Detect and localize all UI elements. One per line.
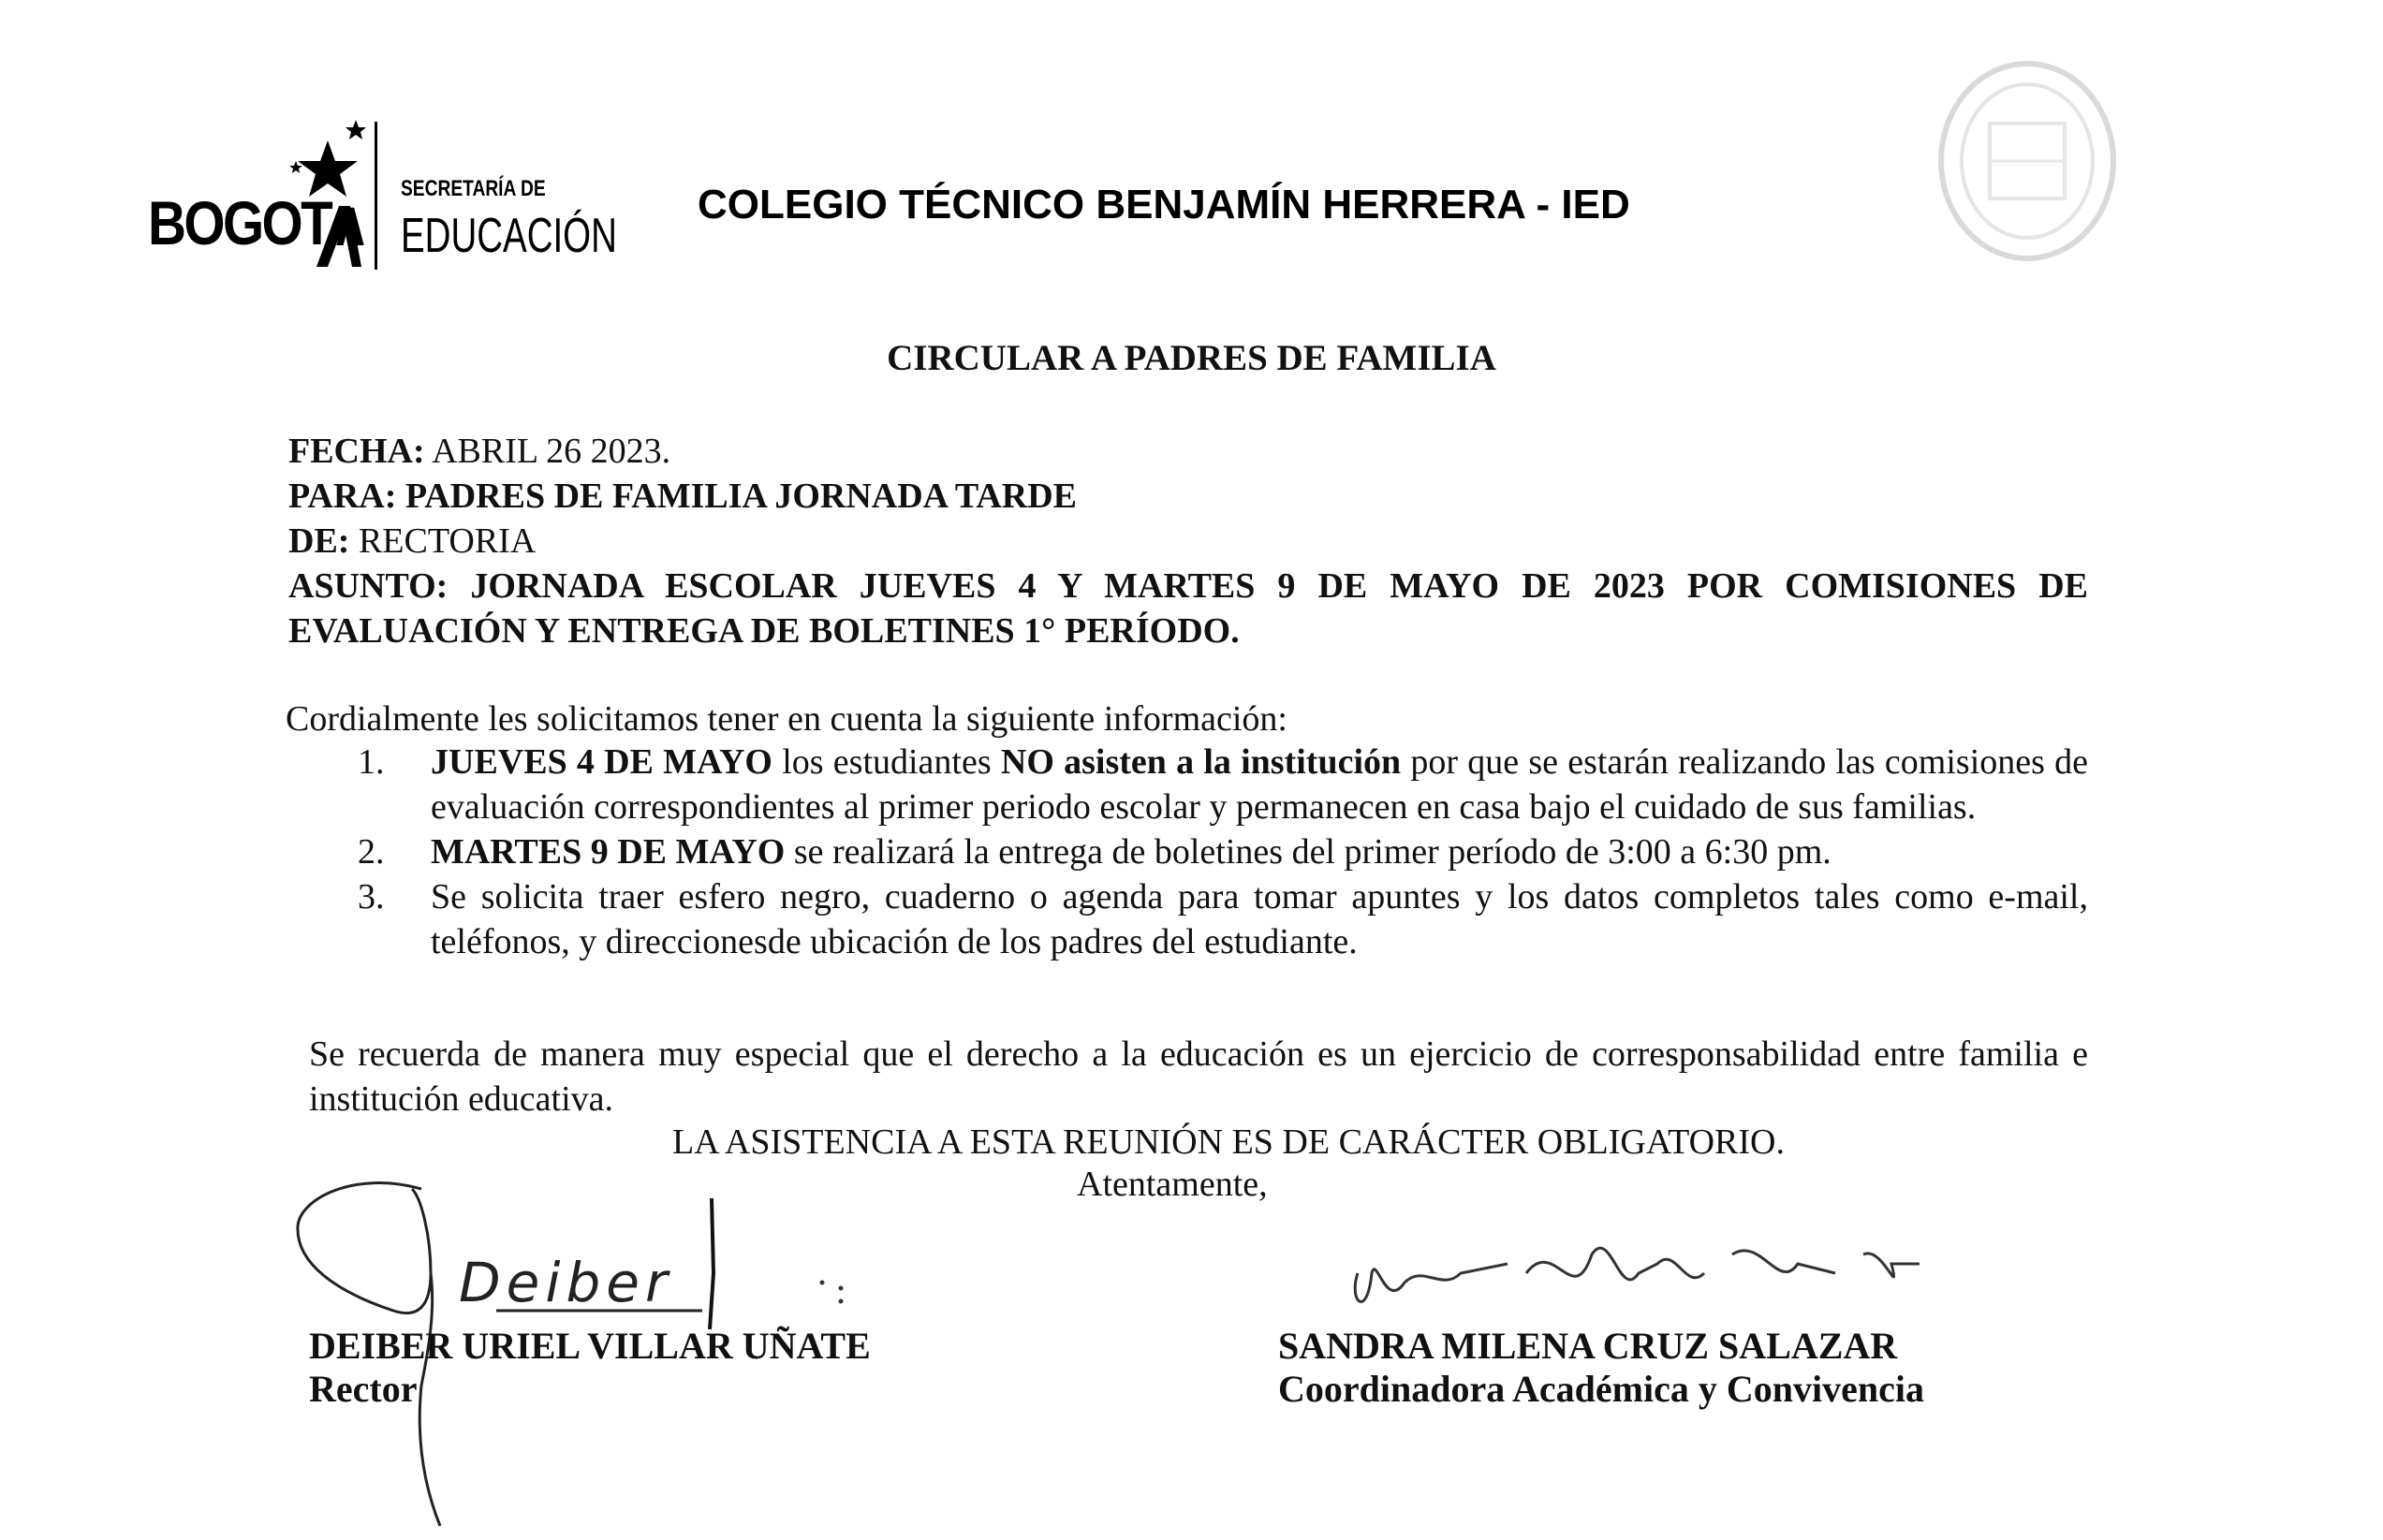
list-item-bold-lead: MARTES 9 DE MAYO xyxy=(431,832,786,872)
para-line xyxy=(288,474,1077,519)
asunto-value: JORNADA ESCOLAR JUEVES 4 Y MARTES 9 DE MAYO DE 2023 POR COMISIONES DE EVALUACIÓN Y ENTREGA DE BOLETINES 1° PERÍODO. xyxy=(288,566,2088,651)
coordinator-name: SANDRA MILENA CRUZ SALAZAR xyxy=(1278,1325,1898,1367)
rector-name: DEIBER URIEL VILLAR UÑATE xyxy=(309,1325,871,1367)
list-item-bold-lead: JUEVES 4 DE MAYO xyxy=(431,742,772,782)
rector-role: Rector xyxy=(309,1368,418,1410)
fecha-line xyxy=(288,429,670,474)
de-line xyxy=(288,519,536,564)
circular-title: CIRCULAR A PADRES DE FAMILIA xyxy=(887,338,1496,378)
list-item-number: 2. xyxy=(358,832,385,872)
reminder-paragraph: Se recuerda de manera muy especial que el derecho a la educación es un ejercicio de corresponsabilidad entre familia e institución educativa. xyxy=(309,1034,2088,1119)
list-item xyxy=(358,740,2089,829)
list-item-number: 1. xyxy=(358,742,385,782)
list-item-text: Se solicita traer esfero negro, cuaderno o agenda para tomar apuntes y los datos completos tales como e-mail, teléfonos, y direccionesde ubicación de los padres del estudiante. xyxy=(431,877,2088,961)
coordinator-role: Coordinadora Académica y Convivencia xyxy=(1278,1368,1924,1410)
school-name: COLEGIO TÉCNICO BENJAMÍN HERRERA - IED xyxy=(698,182,1630,227)
logo-divider xyxy=(375,122,377,270)
de-value: RECTORIA xyxy=(358,521,537,561)
logo-educacion-text: EDUCACIÓN xyxy=(401,209,617,263)
list-item-text: los estudiantes xyxy=(772,742,1001,782)
list-item-text: se realizará la entrega de boletines del primer período de 3:00 a 6:30 pm. xyxy=(785,832,1831,872)
rector-signature-text: Deiber xyxy=(459,1251,673,1314)
asunto-label: ASUNTO: xyxy=(288,566,449,606)
para-value: PADRES DE FAMILIA JORNADA TARDE xyxy=(405,477,1078,516)
logo-secretaria-text: SECRETARÍA DE xyxy=(401,176,546,201)
list-item xyxy=(358,829,2088,874)
list-item xyxy=(358,874,2088,964)
de-label: DE: xyxy=(288,521,350,561)
instructions-list xyxy=(358,740,2089,964)
fecha-value: ABRIL 26 2023. xyxy=(432,432,671,471)
list-item-bold-mid: NO asisten a la institución xyxy=(1000,742,1402,782)
para-label: PARA: xyxy=(288,477,397,516)
attendance-notice: LA ASISTENCIA A ESTA REUNIÓN ES DE CARÁCTER OBLIGATORIO. xyxy=(671,1122,1785,1162)
list-item-text: por que se estarán realizando las comisiones de evaluación correspondientes al primer periodo escolar y permanecen en casa bajo el cuidado de sus familias. xyxy=(431,742,2089,827)
intro-text: Cordialmente les solicitamos tener en cuenta la siguiente información: xyxy=(286,699,1287,739)
asunto-block xyxy=(288,564,2088,653)
bogota-logo-text: BOGOT∧ xyxy=(148,188,368,257)
closing-text: Atentamente, xyxy=(1077,1165,1268,1204)
list-item-number: 3. xyxy=(358,877,385,917)
fecha-label: FECHA: xyxy=(288,432,425,471)
seal-stamp-icon xyxy=(1934,58,2121,269)
